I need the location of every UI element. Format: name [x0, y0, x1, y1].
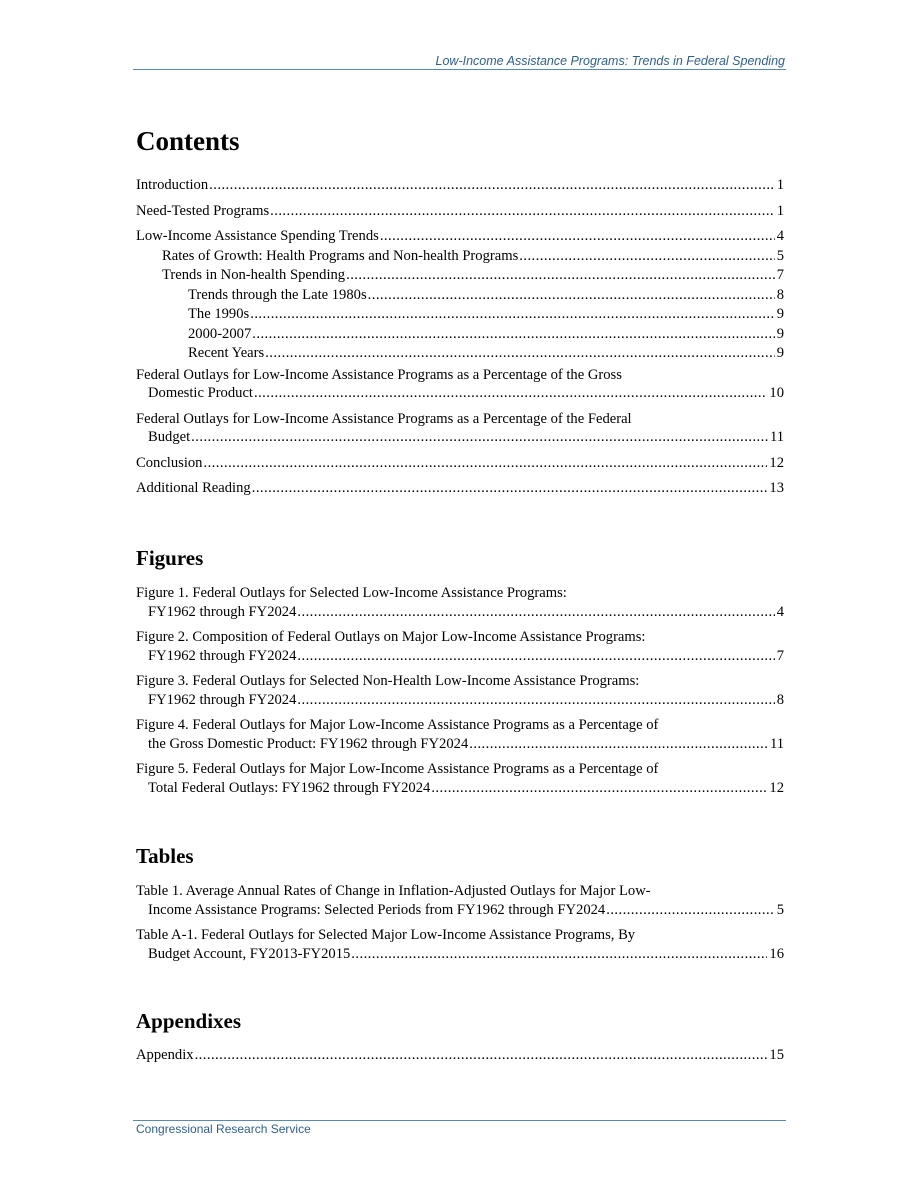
toc-entry-page: 12: [769, 779, 784, 796]
toc-entry[interactable]: [162, 247, 784, 266]
toc-entry[interactable]: [136, 672, 784, 709]
footer-publisher: Congressional Research Service: [136, 1122, 311, 1136]
dot-leader: [265, 344, 775, 363]
toc-entry-page: 13: [769, 480, 784, 496]
toc-entry[interactable]: [136, 926, 784, 963]
dot-leader: [209, 176, 775, 195]
toc-entry[interactable]: [136, 410, 784, 447]
dot-leader: [203, 454, 767, 473]
toc-entry-label: Total Federal Outlays: FY1962 through FY2024: [148, 779, 431, 796]
dot-leader: [431, 779, 767, 798]
toc-entry-label: Figure 1. Federal Outlays for Selected Low-Income Assistance Programs:: [136, 585, 567, 601]
figures-heading: Figures: [136, 546, 204, 570]
running-header: Low-Income Assistance Programs: Trends in Federal Spending: [435, 54, 785, 68]
toc-entry-page: 8: [776, 691, 784, 708]
tables-heading: Tables: [136, 844, 194, 868]
dot-leader: [346, 266, 775, 285]
toc-entry-page: 15: [769, 1047, 784, 1063]
toc-entry-label: Additional Reading: [136, 480, 251, 496]
appendixes-list: [136, 1046, 784, 1065]
toc-entry-label: Conclusion: [136, 454, 203, 471]
toc-entry-label: Domestic Product: [148, 385, 253, 401]
toc-entry[interactable]: [162, 266, 784, 285]
toc-entry[interactable]: [136, 454, 784, 473]
toc-entry-page: 11: [769, 735, 784, 752]
toc-entry[interactable]: [136, 628, 784, 665]
contents-heading: Contents: [136, 126, 240, 156]
toc-entry-page: 10: [769, 385, 784, 401]
toc-entry[interactable]: [136, 584, 784, 621]
toc-entry[interactable]: [136, 882, 784, 919]
header-rule: [133, 69, 786, 70]
toc-entry[interactable]: [136, 366, 784, 403]
dot-leader: [368, 286, 775, 305]
toc-entry-label: Low-Income Assistance Spending Trends: [136, 228, 379, 244]
toc-entry-label: Figure 4. Federal Outlays for Major Low-Income Assistance Programs as a Percentage of: [136, 717, 659, 733]
toc-entry-label: Trends through the Late 1980s: [188, 286, 367, 303]
toc-entry[interactable]: [188, 325, 784, 344]
toc-entry[interactable]: [188, 286, 784, 305]
toc-entry-label: FY1962 through FY2024: [148, 691, 297, 708]
toc-entry-label: Table 1. Average Annual Rates of Change in Inflation-Adjusted Outlays for Major Low-: [136, 883, 651, 899]
dot-leader: [191, 428, 768, 447]
toc-entry-label: Figure 5. Federal Outlays for Major Low-Income Assistance Programs as a Percentage of: [136, 761, 659, 777]
toc-entry-label: Introduction: [136, 177, 209, 193]
toc-entry-label: Federal Outlays for Low-Income Assistance Programs as a Percentage of the Gross: [136, 366, 622, 383]
toc-entry[interactable]: [136, 716, 784, 753]
toc-entry-page: 16: [769, 945, 784, 962]
toc-entry-label: 2000-2007: [188, 325, 252, 342]
toc-entry-label: Figure 2. Composition of Federal Outlays on Major Low-Income Assistance Programs:: [136, 629, 646, 645]
dot-leader: [380, 227, 775, 246]
toc-entry-page: 7: [776, 267, 784, 283]
toc-entry-page: 11: [769, 429, 784, 445]
toc-entry-label: Table A-1. Federal Outlays for Selected Major Low-Income Assistance Programs, By: [136, 927, 636, 943]
toc-entry[interactable]: [188, 344, 784, 363]
dot-leader: [297, 603, 774, 622]
appendixes-heading: Appendixes: [136, 1009, 242, 1033]
toc-entry-label: Rates of Growth: Health Programs and Non-health Programs: [162, 247, 519, 264]
toc-entry-label: Appendix: [136, 1047, 194, 1063]
toc-entry-page: 4: [776, 603, 784, 620]
tables-list: [136, 882, 784, 963]
toc-entry-label: Trends in Non-health Spending: [162, 267, 346, 283]
toc-entry-label: Income Assistance Programs: Selected Periods from FY1962 through FY2024: [148, 901, 606, 918]
toc-entry-page: 1: [776, 202, 784, 219]
toc-entry-page: 7: [776, 647, 784, 664]
toc-entry-label: Budget: [148, 429, 191, 445]
dot-leader: [254, 384, 767, 403]
toc-entry[interactable]: [136, 176, 784, 195]
toc-entry-label: Need-Tested Programs: [136, 202, 270, 219]
toc-entry[interactable]: [136, 760, 784, 797]
toc-entry-page: 1: [776, 177, 784, 193]
dot-leader: [297, 647, 774, 666]
toc-entry[interactable]: [136, 1046, 784, 1065]
dot-leader: [195, 1046, 768, 1065]
toc-entry-label: FY1962 through FY2024: [148, 603, 297, 620]
toc-entry[interactable]: [136, 202, 784, 221]
toc-entry-label: the Gross Domestic Product: FY1962 through FY2024: [148, 735, 469, 752]
toc-entry[interactable]: [136, 227, 784, 246]
toc-entry[interactable]: [136, 479, 784, 498]
dot-leader: [469, 735, 768, 754]
toc-entry-page: 9: [776, 325, 784, 342]
toc-entry-label: Federal Outlays for Low-Income Assistance Programs as a Percentage of the Federal: [136, 410, 632, 427]
toc-entry-page: 5: [776, 901, 784, 918]
toc-entry-page: 4: [776, 228, 784, 244]
dot-leader: [252, 325, 774, 344]
toc-entry[interactable]: [188, 305, 784, 324]
toc-entry-page: 8: [776, 286, 784, 303]
toc-entry-label: FY1962 through FY2024: [148, 647, 297, 664]
toc-entry-page: 9: [776, 345, 784, 361]
toc-entry-label: Budget Account, FY2013-FY2015: [148, 945, 351, 962]
dot-leader: [250, 305, 774, 324]
toc-entry-page: 12: [769, 454, 784, 471]
dot-leader: [519, 247, 774, 266]
toc-entry-label: Recent Years: [188, 345, 265, 361]
dot-leader: [297, 691, 774, 710]
toc-entry-label: The 1990s: [188, 306, 250, 322]
toc-entry-page: 9: [776, 306, 784, 322]
toc-entry-page: 5: [776, 247, 784, 264]
toc-entry-label: Figure 3. Federal Outlays for Selected Non-Health Low-Income Assistance Programs:: [136, 673, 640, 689]
dot-leader: [252, 479, 768, 498]
contents-list: [136, 176, 784, 498]
dot-leader: [351, 945, 767, 964]
footer-rule: [133, 1120, 786, 1121]
dot-leader: [270, 202, 775, 221]
dot-leader: [606, 901, 774, 920]
figures-list: [136, 584, 784, 797]
